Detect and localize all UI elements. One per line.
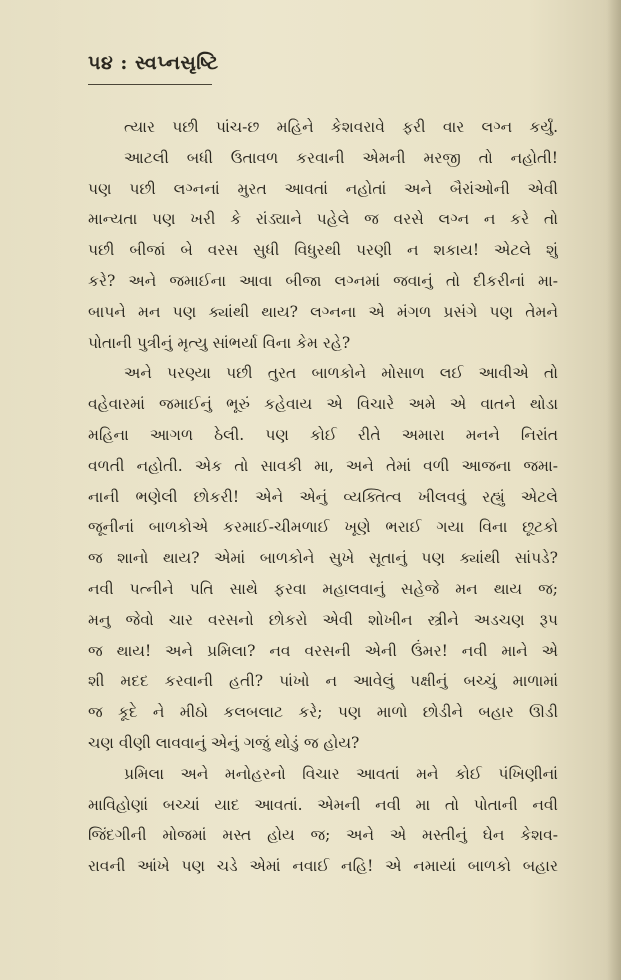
- text-line: રાવની આંખે પણ ચડે એમાં નવાઈ નહિ! એ નમાયાં બાળકો બહાર: [88, 857, 558, 876]
- text-line: પણ પછી લગ્નનાં મુરત આવતાં નહોતાં અને બૈરાંઓની એવી: [88, 179, 558, 198]
- text-line: પ્રમિલા અને મનોહરનો વિચાર આવતાં મને કોઈ પંખિણીનાં: [124, 764, 558, 783]
- text-line: નવી પત્નીને પતિ સાથે ફરવા મહાલવાનું સહેજે મન થાય જ;: [88, 579, 558, 598]
- text-line: ત્યાર પછી પાંચ-છ મહિને કેશવરાવે ફરી વાર લગ્ન કર્યું.: [124, 118, 558, 136]
- running-header: [88, 52, 219, 74]
- text-line: જ કૂદે ને મીઠો કલબલાટ કરે; પણ માળો છોડીને બહાર ઊડી: [88, 703, 558, 722]
- body-text: [88, 112, 558, 882]
- page-number: ૫૪: [88, 52, 114, 74]
- text-line: જિંદગીની મોજમાં મસ્ત હોય જ; અને એ મસ્તીનું ઘેન કેશવ-: [88, 826, 558, 845]
- text-line: શી મદદ કરવાની હતી? પાંખો ન આવેલું પક્ષીનું બચ્ચું માળામાં: [88, 672, 558, 691]
- header-underline: [88, 84, 212, 85]
- page-edge-shadow: [607, 0, 621, 980]
- header-separator: :: [120, 52, 128, 74]
- text-line: પછી બીજાં બે વરસ સુધી વિધુરથી પરણી ન શકાય! એટલે શું: [88, 241, 558, 260]
- text-line: વહેવારમાં જમાઈનું ભૂરું કહેવાય એ વિચારે અમે એ વાતને થોડા: [88, 395, 558, 414]
- text-line: ચણ વીણી લાવવાનું એનું ગજું થોડું જ હોય?: [88, 733, 360, 752]
- text-line: મનુ જેવો ચાર વરસનો છોકરો એવી શોખીન સ્ત્રીને અડચણ રૂપ: [88, 610, 558, 629]
- text-line: માવિહોણાં બચ્ચાં યાદ આવતાં. એમની નવી મા તો પોતાની નવી: [88, 795, 558, 814]
- text-line: નાની ભણેલી છોકરી! એને એનું વ્યક્તિત્વ ખીલવવું રહ્યું એટલે: [88, 487, 558, 506]
- text-line: માન્યતા પણ ખરી કે રાંડ્યાને પહેલે જ વરસે લગ્ન ન કરે તો: [88, 210, 558, 229]
- text-line: અને પરણ્યા પછી તુરત બાળકોને મોસાળ લઈ આવીએ તો: [124, 364, 558, 383]
- text-line: જ શાનો થાય? એમાં બાળકોને સુખે સૂતાનું પણ ક્યાંથી સાંપડે?: [88, 549, 558, 568]
- text-line: વળતી નહોતી. એક તો સાવકી મા, અને તેમાં વળી આજના જમા-: [88, 456, 558, 475]
- text-line: પોતાની પુત્રીનું મૃત્યુ સાંભર્યા વિના કેમ રહે?: [88, 333, 351, 352]
- text-line: આટલી બધી ઉતાવળ કરવાની એમની મરજી તો નહોતી!: [124, 148, 558, 167]
- text-line: બાપને મન પણ ક્યાંથી થાય? લગ્નના એ મંગળ પ્રસંગે પણ તેમને: [88, 302, 558, 321]
- text-line: મહિના આગળ ઠેલી. પણ કોઈ રીતે અમારા મનને નિરાંત: [88, 425, 558, 444]
- text-line: જૂનીનાં બાળકોએ કરમાઈ-ચીમળાઈ ખૂણે ભરાઈ ગયા વિના છૂટકો: [88, 518, 558, 537]
- text-line: કરે? અને જમાઈના આવા બીજા લગ્નમાં જવાનું તો દીકરીનાં મા-: [88, 271, 558, 290]
- chapter-title: સ્વપ્નસૃષ્ટિ: [135, 52, 219, 74]
- text-line: જ થાય! અને પ્રમિલા? નવ વરસની એની ઉંમર! નવી માને એ: [88, 641, 558, 660]
